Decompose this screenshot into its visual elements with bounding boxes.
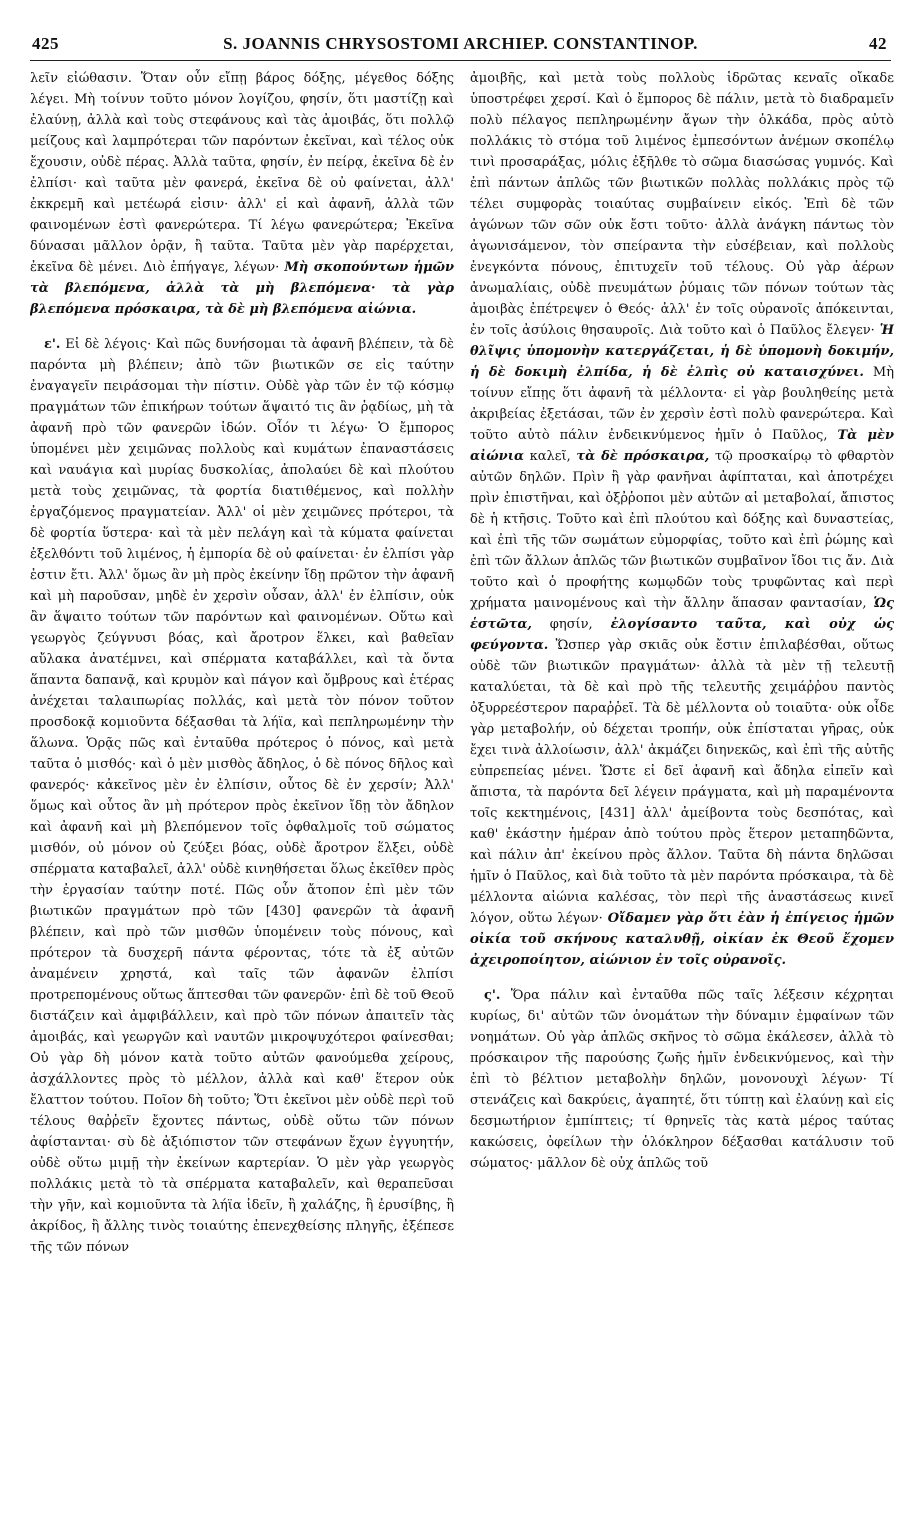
scripture-quote: Μὴ σκοπούντων ἡμῶν τὰ βλεπόμενα, ἀλλὰ τὰ μὴ βλεπόμενα· τὰ γὰρ βλεπόμενα πρόσκαιρα, τὰ δὲ μὴ βλεπόμενα αἰώνια. — [30, 260, 454, 317]
scripture-quote: ἐλογίσαντο ταῦτα, καὶ οὐχ ὡς φεύγοντα. — [470, 617, 894, 653]
paragraph-text: ἀμοιβῆς, καὶ μετὰ τοὺς πολλοὺς ἱδρῶτας κεναῖς οἴκαδε ὑποστρέφει χερσί. Καὶ ὁ ἔμπορος δὲ πάλιν, μετὰ τὸ διαδραμεῖν πολὺ πέλαγος πεπληρωμένην ἄγων τὴν ὁλκάδα, πρὸς αὐτὸ πολλάκις τὸ στόμα τοῦ λιμένος ἐμπεσόντων ἀνέμων σκοπέλῳ τινὶ προσαράξας, μόλις ἐξῆλθε τὸ σῶμα διασώσας γυμνός. Καὶ ἐπὶ πάντων ἁπλῶς τῶν βιωτικῶν πολλὰς πολλάκις πρὸς τῷ τέλει συμφορὰς τοιαύτας συμβαίνειν εἰκός. Ἐπὶ δὲ τῶν ἀγώνων τῶν σῶν οὐκ ἔστι τοῦτο· ἀλλὰ ἀνάγκη πάντως τὸν ἀγωνισάμενον, τὸν σπείραντα τὴν εὐσέβειαν, καὶ πολλοὺς ἐνεγκόντα πόνους, ἐπιτυχεῖν τοῦ τέλους. Οὐ γὰρ ἀέρων ἀνωμαλίαις, οὐδὲ πνευμάτων ῥύμαις τῶν πόνων τούτων τὰς ἀμοιβὰς ἐπέτρεψεν ὁ Θεός· ἀλλ' ἐν τοῖς οὐρανοῖς ἀπόκεινται, ἐν τοῖς ἀσύλοις θησαυροῖς. Διὰ τοῦτο καὶ ὁ Παῦλος ἔλεγεν· — [470, 71, 894, 338]
paragraph — [30, 334, 454, 1258]
paragraph-text: Ὥσπερ γὰρ σκιᾶς οὐκ ἔστιν ἐπιλαβέσθαι, οὕτως οὐδὲ τῶν βιωτικῶν πραγμάτων· ἀλλὰ τὰ μὲν τῇ τελευτῇ καταλύεται, τὰ δὲ καὶ πρὸ τῆς τελευτῆς χειμάῤῥου παντὸς ὀξυρρεέστερον παραῤῥεῖ. Τὰ δὲ μέλλοντα οὐ τοιαῦτα· οὐκ οἶδε γὰρ μεταβολήν, οὐ δέχεται τροπήν, οὐκ ἐπίσταται γῆρας, οὐκ ἔχει τινὰ ἀλλοίωσιν, ἀλλ' ἀκμάζει διηνεκῶς, καὶ ἐπὶ τῆς αὐτῆς εὐπρεπείας μένει. Ὥστε εἰ δεῖ ἀφανῆ καὶ ἄδηλα εἰπεῖν καὶ ἄπιστα, τὰ παρόντα δεῖ λέγειν πράγματα, καὶ μὴ παραμένοντα τοῖς κεκτημένοις, [431] ἀλλ' ἀμείβοντα τοὺς δεσπότας, καὶ καθ' ἑκάστην ἡμέραν ἀπὸ τούτου πρὸς ἕτερον μεταπηδῶντα, καὶ πάλιν ἀπ' ἐκείνου πρὸς ἄλλον. Ταῦτα δὴ πάντα δηλῶσαι ἡμῖν ὁ Παῦλος, καὶ διὰ τοῦτο τὰ μὲν παρόντα πρόσκαιρα, τὰ δὲ μέλλοντα αἰώνια καλέσας, τὸν περὶ τῆς ἀναστάσεως κινεῖ λόγον, οὕτω λέγων· — [470, 638, 894, 926]
paragraph-text: καλεῖ, — [529, 449, 571, 464]
scripture-quote: τὰ δὲ πρόσκαιρα, — [576, 449, 710, 464]
scripture-quote: Ἡ θλῖψις ὑπομονὴν κατεργάζεται, ἡ δὲ ὑπομονὴ δοκιμήν, ἡ δὲ δοκιμὴ ἐλπίδα, ἡ δὲ ἐλπὶς οὐ καταισχύνει. — [470, 323, 894, 380]
scripture-quote: Ὡς ἑστῶτα, — [470, 596, 894, 632]
section-number: ε'. — [44, 337, 61, 352]
paragraph — [30, 68, 454, 320]
scripture-quote: Οἴδαμεν γὰρ ὅτι ἐὰν ἡ ἐπίγειος ἡμῶν οἰκία τοῦ σκήνους καταλυθῇ, οἰκίαν ἐκ Θεοῦ ἔχομεν ἀχειροποίητον, αἰώνιον ἐν τοῖς οὐρανοῖς. — [470, 911, 894, 968]
scripture-quote: Τὰ μὲν αἰώνια — [470, 428, 894, 464]
paragraph-text: φησίν, — [549, 617, 593, 632]
paragraph-text: Μὴ τοίνυν εἴπῃς ὅτι ἀφανῆ τὰ μέλλοντα· εἰ γὰρ βουληθείης μετὰ ἀκριβείας ἐξετάσαι, τῶν ἐν χερσὶν ἐστὶ πολὺ φανερώτερα. Καὶ τοῦτο αὐτὸ πάλιν ἐνδεικνύμενος ἡμῖν ὁ Παῦλος, — [470, 365, 894, 443]
paragraph-text: λεῖν εἰώθασιν. Ὅταν οὖν εἴπῃ βάρος δόξης, μέγεθος δόξης λέγει. Μὴ τοίνυν τοῦτο μόνον λογίζου, φησίν, ὅτι μαστίζῃ καὶ ἐλαύνῃ, ἀλλὰ καὶ τοὺς στεφάνους καὶ τὰς ἀμοιβάς, ὅτι πολλῷ μείζους καὶ λαμπρότεραι τῶν παρόντων ἐκεῖναι, καὶ τέλος οὐκ ἔχουσιν, οὐδὲ πέρας. Ἀλλὰ ταῦτα, φησίν, ἐν πείρᾳ, ἐκεῖνα δὲ ἐν ἐλπίσι· καὶ ταῦτα μὲν φανερά, ἐκεῖνα δὲ οὐ φαίνεται, ἀλλ' ἐκκρεμῆ καὶ μετέωρά εἰσιν· ἀλλ' εἰ καὶ ἀφανῆ, ἀλλὰ τῶν φαινομένων ἐστὶ φανερώτερα. Τί λέγω φανερώτερα; Ἐκεῖνα δύνασαι μᾶλλον ὁρᾷν, ἢ ταῦτα. Ταῦτα μὲν γὰρ παρέρχεται, ἐκεῖνα δὲ μένει. Διὸ ἐπήγαγε, λέγων· — [30, 71, 454, 275]
running-title: S. JOANNIS CHRYSOSTOMI ARCHIEP. CONSTANTINOP. — [223, 34, 698, 53]
paragraph-text: τῷ προσκαίρῳ τὸ φθαρτὸν αὐτῶν δηλῶν. Πρὶν ἢ γὰρ φανῆναι ἀφίπταται, καὶ ἀποτρέχει πρὶν ἐπιστῆναι, καὶ ὀξῤῥοποι μὲν αὐτῶν αἱ μεταβολαί, ἄπιστος δὲ ἡ κτῆσις. Τοῦτο καὶ ἐπὶ πλούτου καὶ δόξης καὶ δυναστείας, καὶ ἐπὶ τῆς τῶν σωμάτων εὐμορφίας, τοῦτο καὶ ἐπὶ ῥώμης καὶ ἐπὶ τῶν ἄλλων ἁπλῶς τῶν βιωτικῶν συμβαῖνον ἴδοι τις ἄν. Διὰ τοῦτο καὶ ὁ προφήτης κωμῳδῶν τοὺς τρυφῶντας καὶ περὶ χρήματα μαινομένους καὶ τὴν ἄλλην ἅπασαν φαντασίαν, — [470, 449, 894, 611]
right-column — [470, 68, 894, 1530]
page-number-left: 425 — [32, 34, 59, 53]
paragraph-text: Εἰ δὲ λέγοις· Καὶ πῶς δυνήσομαι τὰ ἀφανῆ βλέπειν, τὰ δὲ παρόντα μὴ βλέπειν; ἀπὸ τῶν βιωτικῶν σε εἰς ταύτην ἐναγαγεῖν πειράσομαι τὴν πίστιν. Οὐδὲ γὰρ τῶν ἐν τῷ κόσμῳ πραγμάτων τῶν ἐπικήρων τούτων ἅψαιτό τις ἂν ῥᾳδίως, μὴ τὰ ἀφανῆ πρὸ τῶν φανερῶν ἰδών. Οἷόν τι λέγω· Ὁ ἔμπορος ὑπομένει μὲν χειμῶνας πολλοὺς καὶ κυμάτων ἐπαναστάσεις καὶ ναυάγια καὶ μυρίας δυσκολίας, ἀπολαύει δὲ καὶ πλούτου μετὰ τοὺς χειμῶνας, τὰ φορτία διατιθέμενος, καὶ πολλὴν ἐργαζόμενος πραγματείαν. Ἀλλ' οἱ μὲν χειμῶνες πρότεροι, τὰ δὲ φορτία ὕστερα· καὶ τὰ μὲν πελάγη καὶ τὰ κύματα φαίνεται ἐξελθόντι τοῦ λιμένος, ἡ ἐμπορία δὲ οὐ φαίνεται· ἐν ἐλπίσι γὰρ ἐστιν ἔτι. Ἀλλ' ὅμως ἂν μὴ πρὸς ἐκείνην ἴδῃ πρῶτον τὴν ἀφανῆ καὶ μὴ παροῦσαν, μηδὲ ἐν χερσὶν οὖσαν, ἀλλ' ἐν ἐλπίσιν, οὐκ ἂν ἅψαιτο τούτων τῶν παρόντων καὶ φαινομένων. Οὕτω καὶ γεωργὸς ζεύγνυσι βόας, καὶ ἄροτρον ἕλκει, καὶ βαθεῖαν αὔλακα ἀνατέμνει, καὶ σπέρματα καταβάλλει, καὶ τὰ ὄντα ἅπαντα δαπανᾷ, καὶ κρυμὸν καὶ πάγον καὶ ὄμβρους καὶ ἑτέρας ἀνέχεται ταλαιπωρίας πολλάς, καὶ μετὰ τὸν πόνον τοῦτον προσδοκᾷ κομιοῦντα δέξασθαι τὰ λήϊα, καὶ πεπληρωμένην τὴν ἅλωνα. Ὁρᾷς πῶς καὶ ἐνταῦθα πρότερος ὁ πόνος, καὶ μετὰ ταῦτα ὁ μισθός· καὶ ὁ μὲν μισθὸς ἄδηλος, ὁ δὲ πόνος δῆλος καὶ φανερός· κἀκεῖνος μὲν ἐν ἐλπίσιν, οὗτος δὲ ἐν χερσίν; Ἀλλ' ὅμως καὶ οὗτος ἂν μὴ πρότερον πρὸς ἐκεῖνον ἴδῃ τὸν ἄδηλον καὶ ἀφανῆ καὶ μὴ βλεπόμενον τοῖς ὀφθαλμοῖς τοῦ σώματος μισθόν, οὐ μόνον οὐ ζεύξει βόας, οὐδὲ ἄροτρον ἕλξει, οὐδὲ σπέρματα καταβαλεῖ, ἀλλ' οὐδὲ κινηθήσεται ὅλως ἐκεῖθεν πρὸς τὴν ἐργασίαν ταύτην ποτέ. Πῶς οὖν ἄτοπον ἐπὶ μὲν τῶν βιωτικῶν πραγμάτων πρὸ τῶν [430] φανερῶν τὰ ἀφανῆ βλέπειν, καὶ πρὸ τῶν μισθῶν ὑπομένειν τοὺς πόνους, καὶ πρότερον τὰ δυσχερῆ πάντα φέροντας, τότε τὰ ἐξ αὐτῶν ἀναμένειν χρηστά, καὶ ταῖς τῶν ἀφανῶν ἐλπίσι προτρεπομένους οὕτως ἅπτεσθαι τῶν φανερῶν· ἐπὶ δὲ τοῦ Θεοῦ διστάζειν καὶ ἀμφιβάλλειν, καὶ πρὸ τῶν πόνων ἀπαιτεῖν τὰς ἀμοιβάς, καὶ γεωργῶν καὶ ναυτῶν μικροψυχότεροι φαίνεσθαι; Οὐ γὰρ δὴ μόνον κατὰ τοῦτο αὐτῶν φανούμεθα χείρους, ἀσχάλλοντες πρὸς τὸ μέλλον, ἀλλὰ καὶ καθ' ἕτερον οὐκ ἔλαττον τούτου. Ποῖον δὴ τοῦτο; Ὅτι ἐκεῖνοι μὲν οὐδὲ περὶ τοῦ τέλους θαῤῥεῖν ἔχοντες πάντως, οὐδὲ οὕτω τῶν πόνων ἀφίστανται· σὺ δὲ ἀξιόπιστον τῶν στεφάνων ἔχων ἐγγυητήν, οὐδὲ οὕτω μιμῇ τὴν ἐκείνων καρτερίαν. Ὁ μὲν γὰρ γεωργὸς πολλάκις μετὰ τὸ τὰ σπέρματα καταβαλεῖν, καὶ θεραπεῦσαι τὴν γῆν, καὶ κομιοῦντα τὰ λήϊα ἰδεῖν, ἢ χαλάζης, ἢ ἐρυσίβης, ἢ ἀκρίδος, ἢ ἄλλης τινὸς τοιαύτης ἐπενεχθείσης πληγῆς, ἐξέπεσε τῆς τῶν πόνων — [30, 337, 454, 1255]
left-column — [30, 68, 454, 1530]
running-header — [30, 30, 891, 61]
paragraph-text: Ὅρα πάλιν καὶ ἐνταῦθα πῶς ταῖς λέξεσιν κέχρηται κυρίως, δι' αὐτῶν τῶν ὀνομάτων τὴν δύναμιν ἐμφαίνων τῶν νοημάτων. Οὐ γὰρ ἁπλῶς σκῆνος τὸ σῶμα ἐκάλεσεν, ἀλλὰ τὸ πρόσκαιρον τῆς παρούσης ζωῆς ἡμῖν ἐνδεικνύμενος, καὶ τὴν ἐπὶ τὸ βέλτιον μεταβολὴν δηλῶν, μονονουχὶ λέγων· Τί στενάζεις καὶ δακρύεις, ἀγαπητέ, ὅτι τύπτῃ καὶ ἐλαύνῃ καὶ εἰς δεσμωτήριον ἐμπίπτεις; τί θρηνεῖς τὰς κατὰ μέρος ταύτας κακώσεις, ὀφείλων τὴν ὁλόκληρον δέξασθαι κατάλυσιν τοῦ σώματος· μᾶλλον δὲ οὐχ ἁπλῶς τοῦ — [470, 988, 894, 1171]
section-number: ς'. — [484, 988, 501, 1003]
paragraph — [470, 68, 894, 971]
paragraph — [470, 985, 894, 1174]
page-number-right: 42 — [869, 34, 887, 53]
